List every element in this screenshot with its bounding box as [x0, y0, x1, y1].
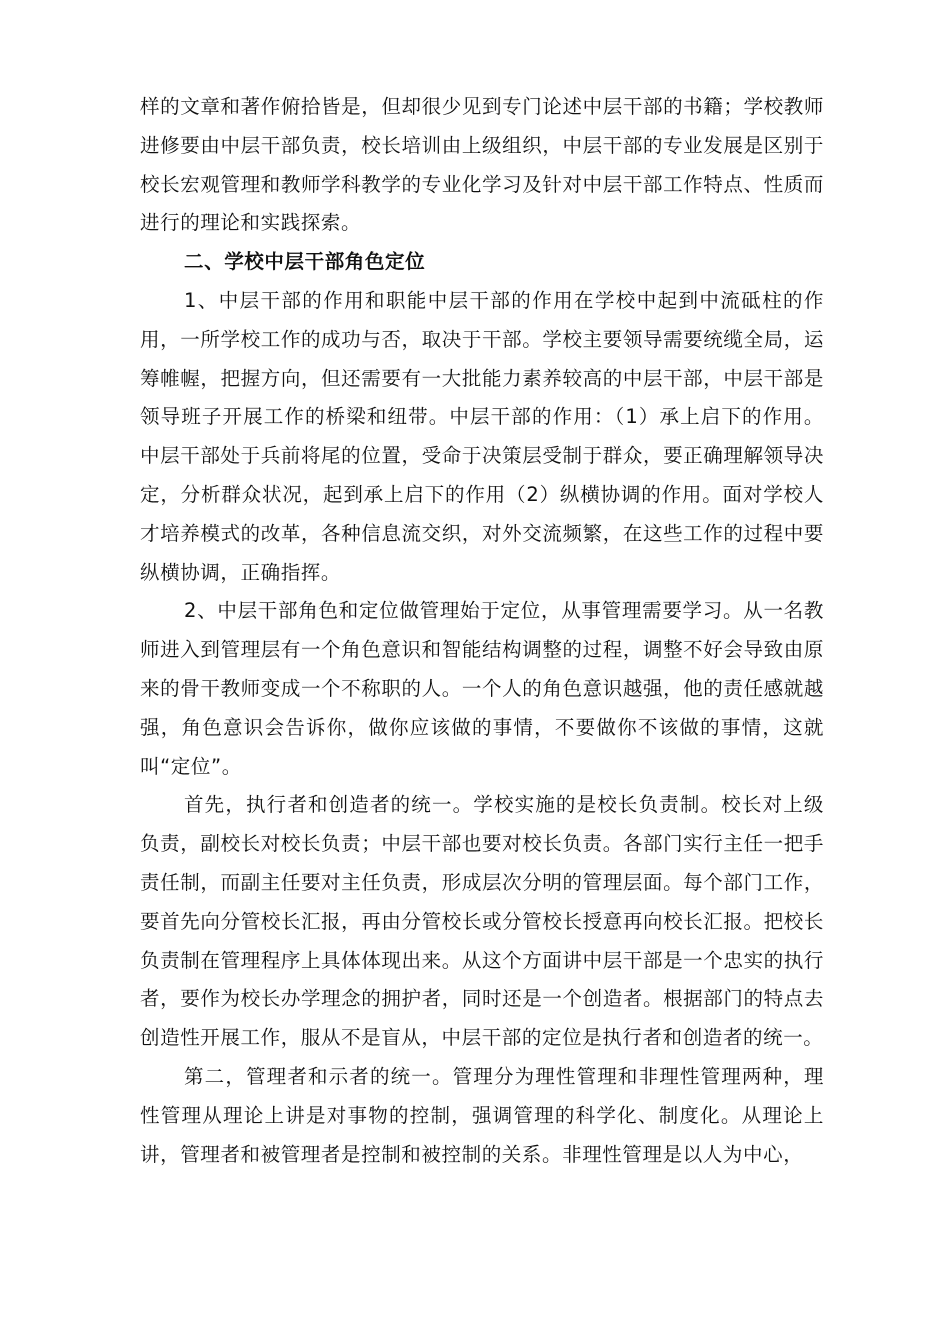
- section-heading: 二、学校中层干部角色定位: [184, 250, 426, 274]
- paragraph-continued: 样的文章和著作俯拾皆是，但却很少见到专门论述中层干部的书籍；学校教师进修要由中层干部负责，校长培训由上级组织，中层干部的专业发展是区别于校长宏观管理和教师学科教学的专业化学习及针对中层干部工作特点、性质而进行的理论和实践探索。: [140, 95, 824, 235]
- paragraph-first-point: 首先，执行者和创造者的统一。学校实施的是校长负责制。校长对上级负责，副校长对校长负责；中层干部也要对校长负责。各部门实行主任一把手责任制，而副主任要对主任负责，形成层次分明的管理层面。每个部门工作，要首先向分管校长汇报，再由分管校长或分管校长授意再向校长汇报。把校长负责制在管理程序上具体体现出来。从这个方面讲中层干部是一个忠实的执行者，要作为校长办学理念的拥护者，同时还是一个创造者。根据部门的特点去创造性开展工作，服从不是盲从，中层干部的定位是执行者和创造者的统一。: [140, 793, 824, 1050]
- paragraph-second-point: 第二，管理者和示者的统一。管理分为理性管理和非理性管理两种，理性管理从理论上讲是对事物的控制，强调管理的科学化、制度化。从理论上讲，管理者和被管理者是控制和被控制的关系。非理性管理是以人为中心，: [140, 1064, 824, 1166]
- document-body: [140, 88, 824, 1174]
- paragraph-role-positioning: 2、中层干部角色和定位做管理始于定位，从事管理需要学习。从一名教师进入到管理层有一个角色意识和智能结构调整的过程，调整不好会导致由原来的骨干教师变成一个不称职的人。一个人的角色意识越强，他的责任感就越强，角色意识会告诉你，做你应该做的事情，不要做你不该做的事情，这就叫“定位”。: [140, 599, 824, 778]
- paragraph-role-and-function: 1、中层干部的作用和职能中层干部的作用在学校中起到中流砥柱的作用，一所学校工作的成功与否，取决于干部。学校主要领导需要统缆全局，运筹帷幄，把握方向，但还需要有一大批能力素养较高的中层干部，中层干部是领导班子开展工作的桥梁和纽带。中层干部的作用：（1）承上启下的作用。中层干部处于兵前将尾的位置，受命于决策层受制于群众，要正确理解领导决定，分析群众状况，起到承上启下的作用（2）纵横协调的作用。面对学校人才培养模式的改革，各种信息流交织，对外交流频繁，在这些工作的过程中要纵横协调，正确指挥。: [140, 288, 824, 584]
